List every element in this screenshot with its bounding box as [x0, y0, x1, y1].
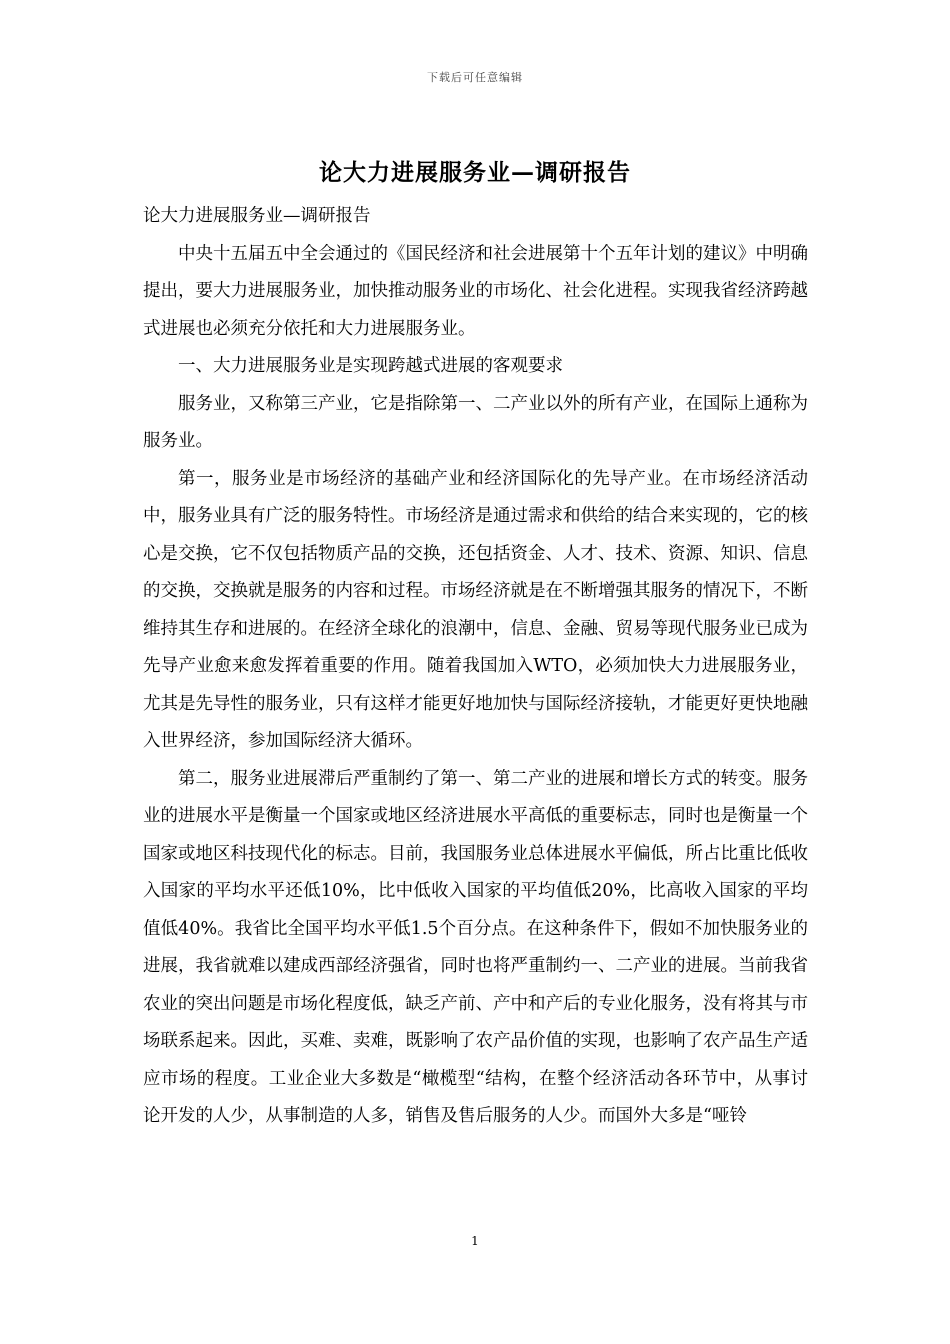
paragraph: 第一，服务业是市场经济的基础产业和经济国际化的先导产业。在市场经济活动中，服务业具有广泛的服务特性。市场经济是通过需求和供给的结合来实现的，它的核心是交换，它不仅包括物质产品的交换，还包括资金、人才、技术、资源、知识、信息的交换，交换就是服务的内容和过程。市场经济就是在不断增强其服务的情况下，不断维持其生存和进展的。在经济全球化的浪潮中，信息、金融、贸易等现代服务业已成为先导产业愈来愈发挥着重要的作用。随着我国加入WTO，必须加快大力进展服务业，尤其是先导性的服务业，只有这样才能更好地加快与国际经济接轨，才能更好更快地融入世界经济，参加国际经济大循环。 [143, 468, 808, 751]
page-number: 1 [471, 1234, 479, 1248]
page-header: 下载后可任意编辑 [427, 71, 523, 84]
paragraph: 服务业，又称第三产业，它是指除第一、二产业以外的所有产业，在国际上通称为服务业。 [143, 393, 808, 451]
document-title: 论大力进展服务业—调研报告 [319, 159, 631, 186]
paragraph-subtitle: 论大力进展服务业—调研报告 [143, 206, 371, 226]
document-body [143, 198, 808, 1136]
paragraph: 中央十五届五中全会通过的《国民经济和社会进展第十个五年计划的建议》中明确提出，要大力进展服务业，加快推动服务业的市场化、社会化进程。实现我省经济跨越式进展也必须充分依托和大力进展服务业。 [143, 243, 808, 339]
section-heading: 一、大力进展服务业是实现跨越式进展的客观要求 [178, 356, 563, 376]
paragraph: 第二，服务业进展滞后严重制约了第一、第二产业的进展和增长方式的转变。服务业的进展水平是衡量一个国家或地区经济进展水平高低的重要标志，同时也是衡量一个国家或地区科技现代化的标志。目前，我国服务业总体进展水平偏低，所占比重比低收入国家的平均水平还低10%，比中低收入国家的平均值低20%，比高收入国家的平均值低40%。我省比全国平均水平低1.5个百分点。在这种条件下，假如不加快服务业的进展，我省就难以建成西部经济强省，同时也将严重制约一、二产业的进展。当前我省农业的突出问题是市场化程度低，缺乏产前、产中和产后的专业化服务，没有将其与市场联系起来。因此，买难、卖难，既影响了农产品价值的实现，也影响了农产品生产适应市场的程度。工业企业大多数是“橄榄型“结构，在整个经济活动各环节中，从事讨论开发的人少，从事制造的人多，销售及售后服务的人少。而国外大多是“哑铃 [143, 768, 808, 1126]
